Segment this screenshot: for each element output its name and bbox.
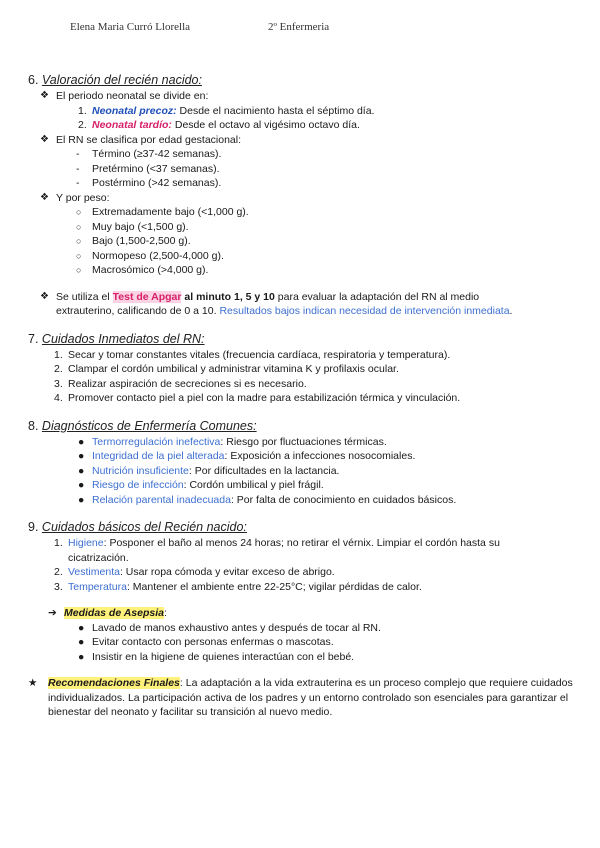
- list-item: 3. Realizar aspiración de secreciones si es necesario.: [54, 377, 307, 390]
- circle-bullet-icon: ○: [76, 236, 82, 246]
- apgar-highlight: Test de Apgar: [112, 290, 182, 303]
- final-recommendations: ★ Recomendaciones Finales: La adaptación a la vida extrauterina es un proceso complejo que requiere cuidados individualizados. La participación activa de los padres y un entorno controlado son esenciales para garantizar el bienestar del neonato y facilitar su transición al nuevo medio.: [28, 677, 573, 718]
- dot-bullet-icon: ●: [78, 435, 85, 448]
- list-item: ○ Extremadamente bajo (<1,000 g).: [76, 206, 249, 218]
- diamond-bullet-icon: ❖: [40, 290, 49, 302]
- star-icon: ★: [28, 677, 38, 689]
- dot-bullet-icon: ●: [78, 464, 85, 477]
- list-item: ○ Bajo (1,500-2,500 g).: [76, 235, 191, 247]
- diamond-bullet-icon: ❖: [40, 191, 49, 203]
- list-item: 2. Neonatal tardío: Desde el octavo al vigésimo octavo día.: [78, 119, 360, 131]
- section-6-title: 6. Valoración del recién nacido:: [28, 73, 202, 87]
- list-item-continuation: cicatrización.: [68, 551, 129, 564]
- dot-bullet-icon: ●: [78, 621, 85, 634]
- section-7-title: 7. Cuidados Inmediatos del RN:: [28, 331, 205, 346]
- document-body: [28, 72, 573, 720]
- dot-bullet-icon: ●: [78, 450, 85, 462]
- list-item: 1. Higiene: Posponer el baño al menos 24 horas; no retirar el vérnix. Limpiar el cordón hasta su: [54, 537, 500, 549]
- circle-bullet-icon: ○: [76, 221, 82, 232]
- list-item: 1. Secar y tomar constantes vitales (frecuencia cardíaca, respiratoria y temperatura).: [54, 348, 451, 361]
- list-item: 4. Promover contacto piel a piel con la madre para estabilización térmica y vinculación.: [54, 392, 461, 404]
- section-9-title: 9. Cuidados básicos del Recién nacido:: [28, 520, 247, 534]
- list-item: ● Integridad de la piel alterada: Exposición a infecciones nosocomiales.: [78, 450, 416, 462]
- dot-bullet-icon: ●: [78, 636, 85, 648]
- list-item: - Término (≥37-42 semanas).: [76, 148, 222, 160]
- list-item: ❖ El RN se clasifica por edad gestacional:: [40, 133, 242, 146]
- list-item: 2. Vestimenta: Usar ropa cómoda y evitar exceso de abrigo.: [54, 566, 335, 578]
- dot-bullet-icon: ●: [78, 650, 85, 663]
- apgar-paragraph-line2: extrauterino, calificando de 0 a 10. Resultados bajos indican necesidad de intervención inmediata.: [56, 305, 513, 317]
- list-item: 2. Clampar el cordón umbilical y administrar vitamina K y profilaxis ocular.: [54, 363, 399, 375]
- list-item: ● Riesgo de infección: Cordón umbilical y piel frágil.: [78, 479, 324, 491]
- circle-bullet-icon: ○: [76, 265, 82, 275]
- circle-bullet-icon: ○: [76, 250, 82, 261]
- section-8-title: 8. Diagnósticos de Enfermería Comunes:: [28, 418, 257, 433]
- list-item: ○ Macrosómico (>4,000 g).: [76, 264, 209, 276]
- list-item: ❖ Y por peso:: [40, 191, 110, 204]
- author-name: Elena Maria Curró Llorella: [70, 21, 191, 33]
- apgar-paragraph: ❖ Se utiliza el Test de Apgar al minuto 1, 5 y 10 para evaluar la adaptación del RN al medio: [40, 290, 480, 303]
- list-item: ● Relación parental inadecuada: Por falta de conocimiento en cuidados básicos.: [78, 493, 457, 506]
- list-item: ● Termorregulación inefectiva: Riesgo por fluctuaciones térmicas.: [78, 435, 387, 448]
- course-name: 2º Enfermeria: [268, 21, 330, 33]
- arrow-right-icon: ➔: [48, 607, 57, 619]
- list-item: - Pretérmino (<37 semanas).: [76, 162, 220, 175]
- list-item: ● Insistir en la higiene de quienes interactúan con el bebé.: [78, 650, 355, 663]
- list-item: - Postérmino (>42 semanas).: [76, 177, 222, 189]
- list-item: ● Evitar contacto con personas enfermas o mascotas.: [78, 636, 334, 648]
- dot-bullet-icon: ●: [78, 479, 85, 491]
- list-item: 1. Neonatal precoz: Desde el nacimiento hasta el séptimo día.: [78, 104, 375, 117]
- list-item: ○ Muy bajo (<1,500 g).: [76, 220, 189, 233]
- diamond-bullet-icon: ❖: [40, 133, 49, 145]
- list-item: ❖ El periodo neonatal se divide en:: [40, 90, 209, 102]
- list-item: ○ Normopeso (2,500-4,000 g).: [76, 249, 224, 262]
- list-item: ● Lavado de manos exhaustivo antes y después de tocar al RN.: [78, 621, 381, 634]
- list-item: 3. Temperatura: Mantener el ambiente entre 22-25°C; vigilar pérdidas de calor.: [54, 580, 422, 593]
- asepsia-heading: ➔ Medidas de Asepsia:: [48, 607, 167, 619]
- dot-bullet-icon: ●: [78, 493, 85, 506]
- diamond-bullet-icon: ❖: [40, 90, 49, 101]
- list-item: ● Nutrición insuficiente: Por dificultades en la lactancia.: [78, 464, 340, 477]
- circle-bullet-icon: ○: [76, 207, 82, 217]
